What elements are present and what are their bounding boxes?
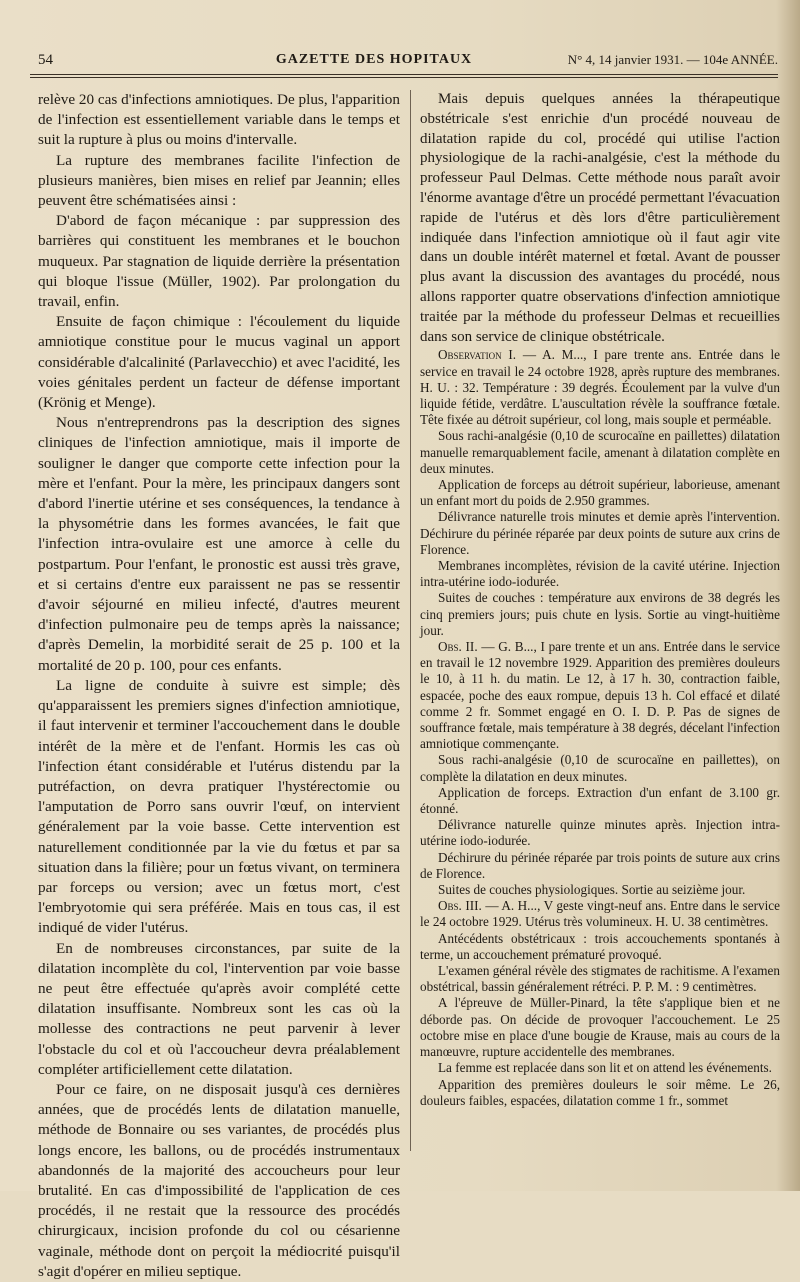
header-rule: [30, 74, 778, 75]
page-header: [30, 50, 778, 72]
paragraph: En de nombreuses circonstances, par suite de la dilatation incomplète du col, l'intervention par voie basse ne peut être effectuée qu'après avoir complété cette dilatation insuffisante. Nombreux sont les cas où la mollesse des contractions ne peut parvenir à lever l'obstacle du col et où l'accoucheur devra préalablement compléter artificiellement cette dilatation.: [38, 939, 400, 1078]
observation-label: Obs. II.: [438, 639, 478, 655]
observation-paragraph: Apparition des premières douleurs le soir même. Le 26, douleurs faibles, espacées, dilatation comme 1 fr., sommet: [420, 1076, 780, 1108]
observation-paragraph: Délivrance naturelle trois minutes et demie après l'intervention. Déchirure du périnée réparée par deux points de suture aux crins de Florence.: [420, 509, 780, 557]
observation-paragraph: La femme est replacée dans son lit et on attend les événements.: [438, 1060, 772, 1076]
observation-paragraph: Sous rachi-analgésie (0,10 de scurocaïne en paillettes), on complète la dilatation en deux minutes.: [420, 752, 780, 784]
observation-label: Observation I.: [438, 347, 517, 363]
observation-paragraph: L'examen général révèle des stigmates de rachitisme. A l'examen obstétrical, bassin généralement rétréci. P. P. M. : 9 centimètres.: [420, 963, 780, 995]
journal-title: GAZETTE DES HOPITAUX: [275, 52, 473, 67]
header-rule: [30, 77, 778, 78]
paragraph: D'abord de façon mécanique : par suppression des barrières qui constituent les membranes et le bouchon muqueux. Par stagnation de liquide derrière la présentation qui bloque l'issue (Müller, 1902). Par prolongation du travail, enfin.: [38, 212, 400, 311]
paragraph: Ensuite de façon chimique : l'écoulement du liquide amniotique constitue pour le mucus vaginal un apport considérable d'alcalinité (Parlavecchio) et avec l'acidité, les voies génitales perdent un facteur de défense important (Krönig et Menge).: [38, 313, 400, 412]
observation-1: [420, 347, 780, 639]
observation-paragraph: Déchirure du périnée réparée par trois points de suture aux crins de Florence.: [420, 849, 780, 881]
issue-line: N° 4, 14 janvier 1931. — 104e ANNÉE.: [567, 52, 778, 67]
observation-paragraph: Observation I. — A. M..., I pare trente ans. Entrée dans le service en travail le 24 octobre 1928, après rupture des membranes. H. U. : 32. Température : 39 degrés. Écoulement par la vulve d'un liquide fétide, verdâtre. L'auscultation révèle la souffrance fœtale. Tête fixée au détroit supérieur, col long, mais souple et perméable.: [420, 347, 781, 428]
observation-paragraph: Obs. III. — A. H..., V geste vingt-neuf ans. Entre dans le service le 24 octobre 1929. Utérus très volumineux. H. U. 38 centimètres.: [420, 898, 781, 930]
observation-label: Obs. III.: [438, 898, 482, 914]
observation-paragraph: Délivrance naturelle quinze minutes après. Injection intra-utérine iodo-iodurée.: [420, 817, 780, 849]
paragraph: La ligne de conduite à suivre est simple; dès qu'apparaissent les premiers signes d'infection amniotique, il faut intervenir et terminer l'accouchement dans le double intérêt de la mère et de l'enfant. Hormis les cas où l'infection étant considérable et l'utérus distendu par la putréfaction, on devra pratiquer l'hystérectomie ou l'amputation de Porro sans ouvrir l'œuf, on intervient généralement par la voie basse. Cette intervention est naturellement conditionnée par la vie du fœtus et par sa situation dans la filière; pour un fœtus vivant, on terminera par forceps ou version; avec un fœtus mort, c'est l'embryotomie qui sera préférée. Mais en tous cas, il est indiqué de vider l'utérus.: [38, 676, 400, 937]
paragraph: relève 20 cas d'infections amniotiques. De plus, l'apparition de l'infection est essentiellement variable dans le temps et suit la rupture à plus ou moins d'intervalle.: [38, 91, 400, 149]
column-divider: [410, 90, 411, 1151]
paragraph: Pour ce faire, on ne disposait jusqu'à ces dernières années, que de procédés lents de dilatation manuelle, méthode de Bonnaire ou ses variantes, de procédés plus longs encore, les ballons, ou de procédés instrumentaux abandonnés de la majorité des accoucheurs pour leur brutalité. En cas d'impossibilité de l'application de ces procédés, il ne restait que la ressource des procédés chirurgicaux, incision profonde du col ou césarienne vaginale, méthode dont on perçoit la médiocrité puisqu'il s'agit d'opérer en milieu septique.: [38, 1080, 400, 1280]
right-column: [420, 90, 780, 1109]
observation-paragraph: Sous rachi-analgésie (0,10 de scurocaïne en paillettes) dilatation manuelle remarquablement facile, amenant à dilatation complète en deux minutes.: [420, 428, 780, 476]
observation-paragraph: Application de forceps au détroit supérieur, laborieuse, amenant un enfant mort du poids de 2.950 grammes.: [420, 476, 780, 509]
page-number: 54: [38, 52, 53, 68]
left-column: [38, 90, 400, 1282]
observation-paragraph: A l'épreuve de Müller-Pinard, la tête s'applique bien et ne déborde pas. On décide de provoquer l'accouchement. Le 25 octobre mise en place d'une bougie de Krause, mais au cours de la manœuvre, rupture accidentelle des membranes.: [420, 995, 780, 1060]
observation-3: [420, 898, 780, 1109]
observation-2: [420, 639, 780, 898]
observation-paragraph: Suites de couches : température aux environs de 38 degrés les cinq premiers jours; puis chute en lysis. Sortie au vingt-huitième jour.: [420, 590, 780, 638]
paragraph: Nous n'entreprendrons pas la description des signes cliniques de l'infection amniotique, mais il importe de souligner le danger que comporte cette infection pour la mère et l'enfant. Pour la mère, les principaux dangers sont d'abord l'inertie utérine et ses conséquences, la tendance à la physométrie dans les formes avancées, le fait que l'infection intra-ovulaire est une amorce à celle du postpartum. Pour l'enfant, le pronostic est aussi très grave, et si certains d'entre eux paraissent ne pas se ressentir d'avoir séjourné en milieu infecté, d'autres meurent d'infection pulmonaire peu de temps après la naissance; d'après Demelin, la morbidité serait de 25 p. 100 et la mortalité de 20 p. 100, pour ces enfants.: [38, 414, 400, 674]
observation-paragraph: Membranes incomplètes, révision de la cavité utérine. Injection intra-utérine iodo-iodurée.: [420, 558, 780, 590]
observation-paragraph: Antécédents obstétricaux : trois accouchements spontanés à terme, un accouchement prématuré provoqué.: [420, 930, 780, 962]
intro-paragraph: Mais depuis quelques années la thérapeutique obstétricale s'est enrichie d'un procédé nouveau de dilatation rapide du col, procédé qui utilise l'action physiologique de la rachi-analgésie, c'est la méthode du professeur Paul Delmas. Cette méthode nous paraît avoir l'énorme avantage d'être un procédé permettant l'évacuation rapide de l'utérus et dès lors d'être particulièrement indiquée dans l'infection amniotique où il faut agir vite dans un double intérêt maternel et fœtal. Avant de pousser plus avant la discussion des avantages du procédé, nous allons rapporter quatre observations d'infection amniotique traitée par la méthode du professeur Delmas et recueillies dans son service de clinique obstétricale.: [420, 91, 780, 345]
observation-paragraph: Suites de couches physiologiques. Sortie au seizième jour.: [438, 882, 746, 898]
observation-paragraph: Application de forceps. Extraction d'un enfant de 3.100 gr. étonné.: [420, 784, 780, 817]
paragraph: La rupture des membranes facilite l'infection de plusieurs manières, bien mises en relief par Jeannin; elles peuvent être schématisées ainsi :: [38, 151, 400, 210]
observation-paragraph: Obs. II. — G. B..., I pare trente et un ans. Entrée dans le service en travail le 12 novembre 1929. Apparition des premières douleurs le 10, à 11 h. du matin. Le 12, à 17 h. 30, contraction faible, espacée, poche des eaux rompue, depuis 13 h. Col effacé et dilaté comme 2 fr. Sommet engagé en O. I. D. P. Pas de signes de souffrance fœtale, mais température à 38 degrés, décelant l'infection amniotique commençante.: [420, 639, 780, 752]
